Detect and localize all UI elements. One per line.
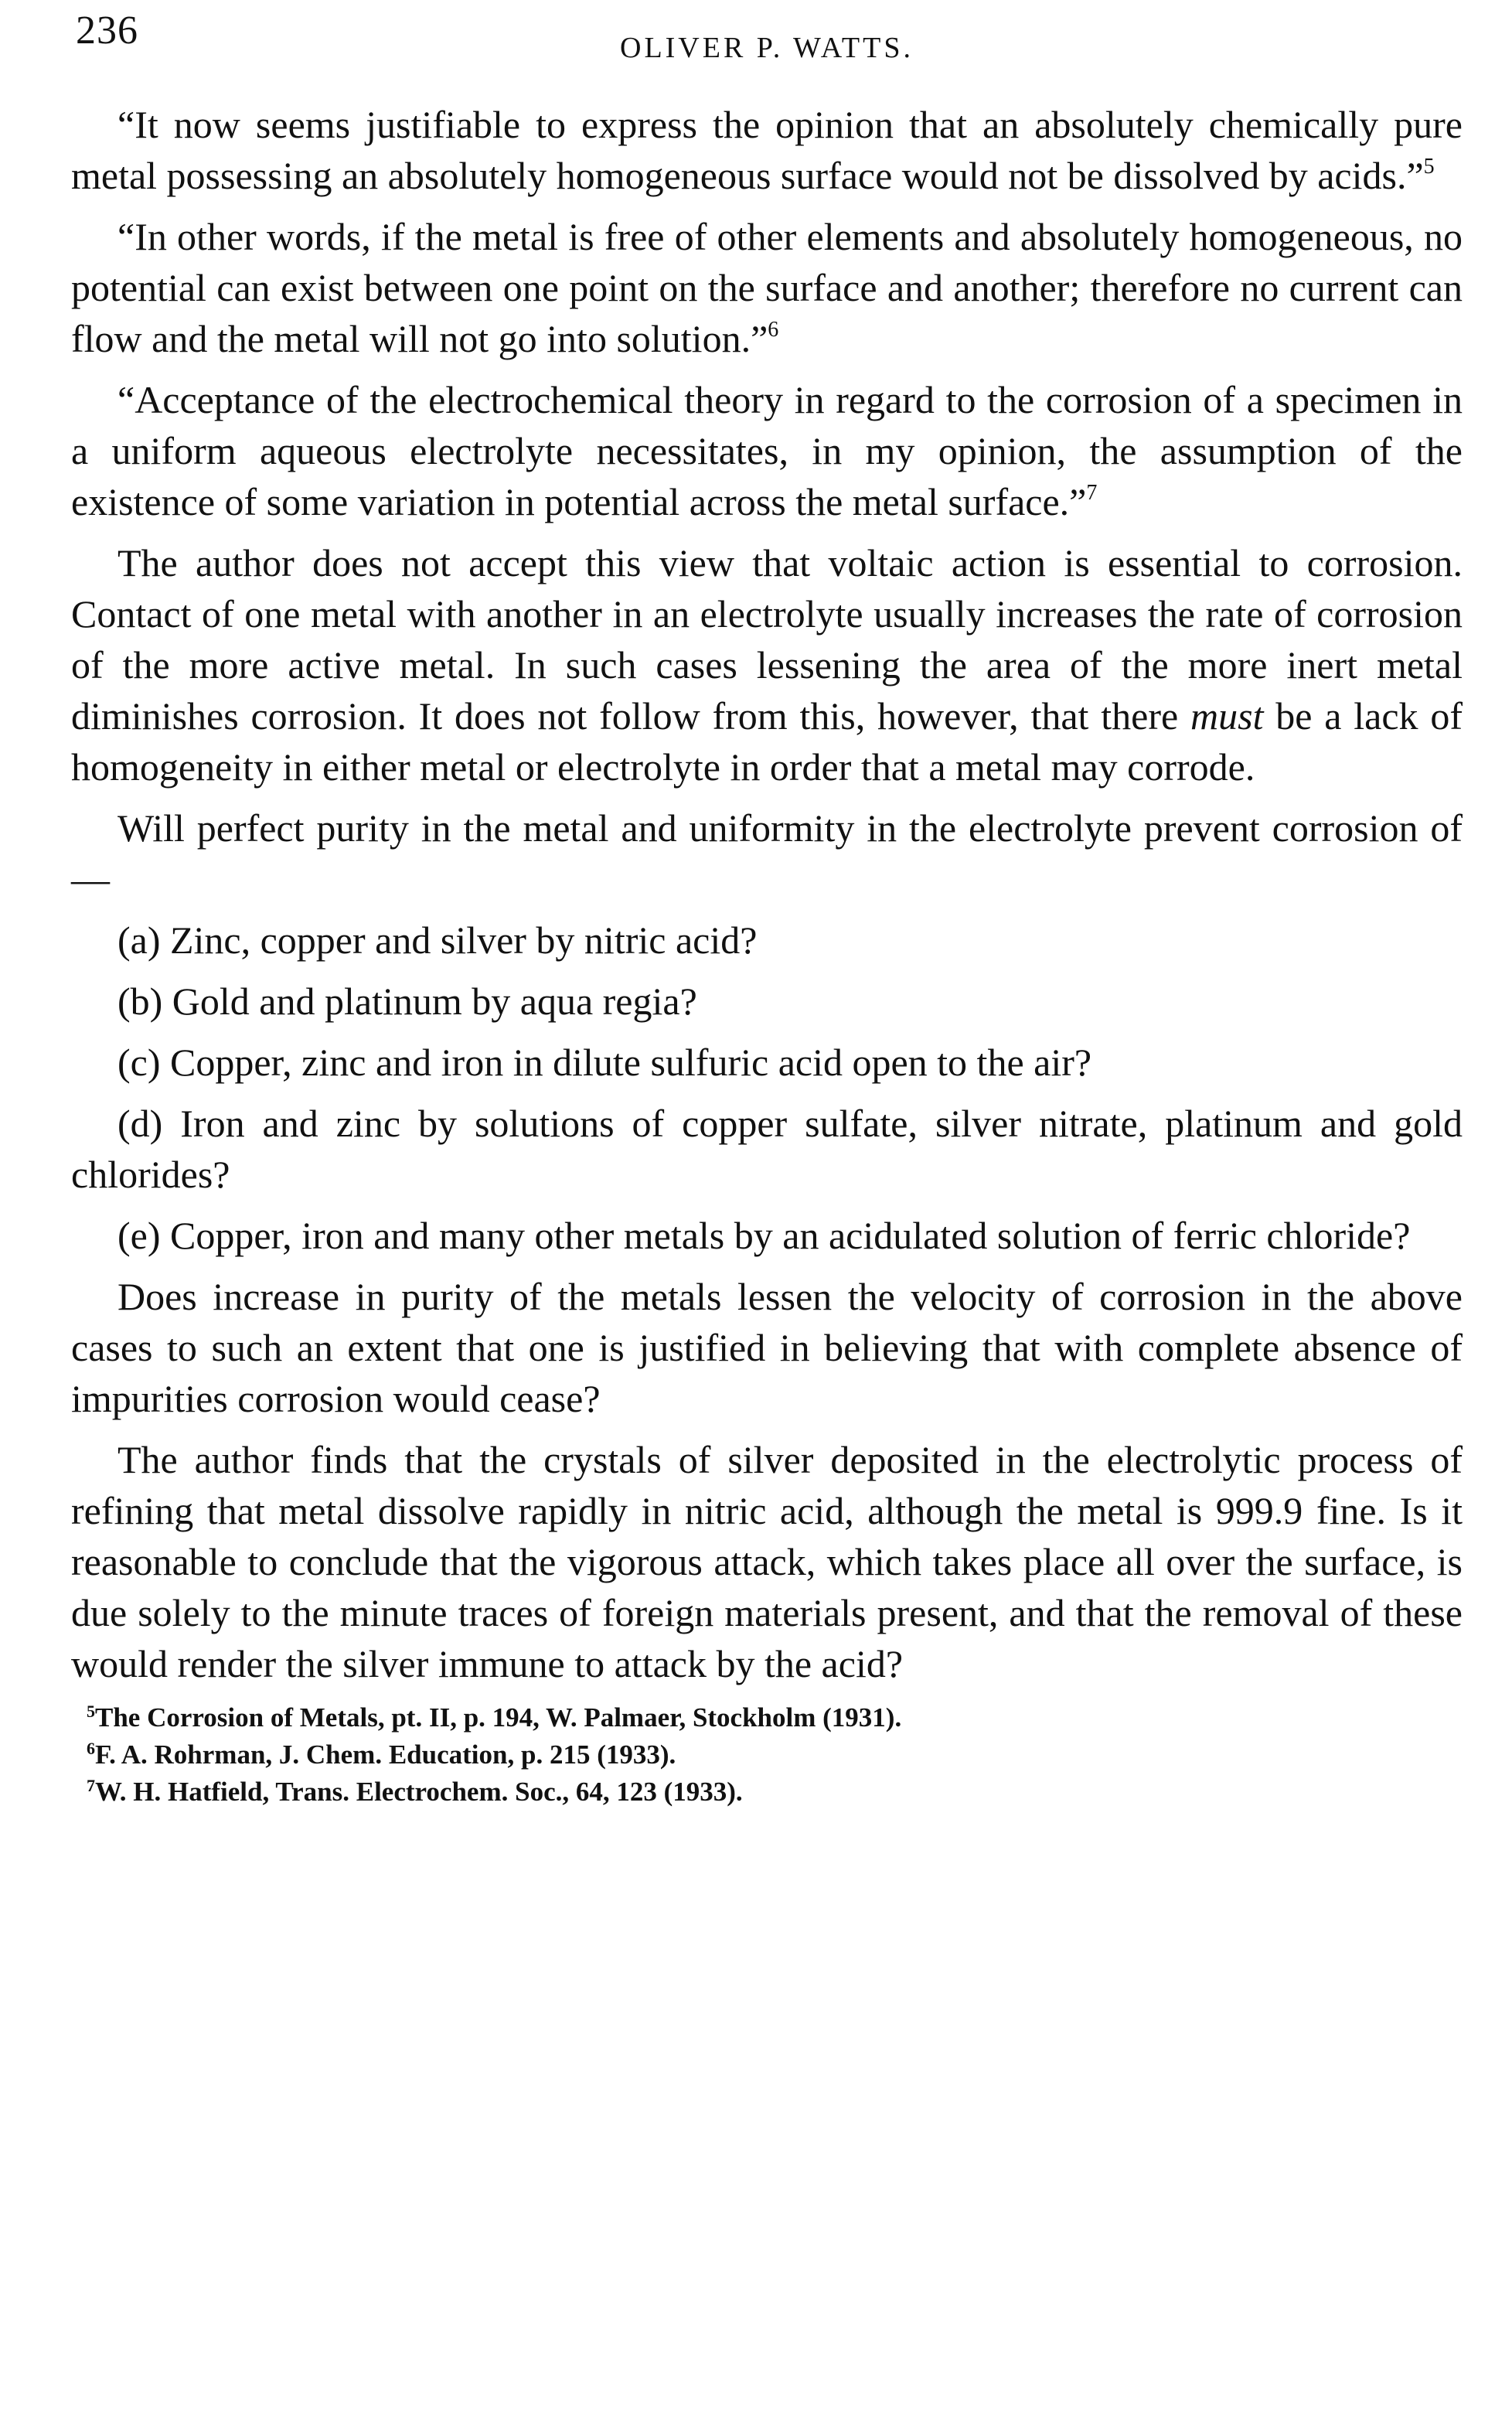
- question-intro-paragraph: Will perfect purity in the metal and uniformity in the electrolyte prevent corrosion of—: [71, 806, 1463, 901]
- author-view-paragraph: [71, 537, 1463, 792]
- footnote-text: F. A. Rohrman, J. Chem. Education, p. 215 (1933).: [95, 1739, 676, 1770]
- silver-crystals-paragraph: The author finds that the crystals of silver deposited in the electrolytic process of refining that metal dissolve rapidly in nitric acid, although the metal is 999.9 fine. Is it reasonable to conclude that the vigorous attack, which takes place all over the surface, is due solely to the minute traces of foreign materials present, and that the removal of these would render the silver immune to attack by the acid?: [71, 1438, 1463, 1685]
- page-header: [71, 0, 1463, 93]
- quote-paragraph-2: [71, 211, 1463, 364]
- emphasis-word: must: [1190, 694, 1264, 738]
- quote-text: “Acceptance of the electrochemical theory in regard to the corrosion of a specimen in a uniform aqueous electrolyte necessitates, in my opinion, the assumption of the existence of some variation in potential across the metal surface.”: [71, 378, 1463, 523]
- question-b: (b) Gold and platinum by aqua regia?: [117, 980, 697, 1023]
- footnotes: [71, 1699, 1463, 1811]
- quote-text: “In other words, if the metal is free of other elements and absolutely homogeneous, no potential can exist between one point on the surface and another; therefore no current can flow and the metal will not go into solution.”: [71, 215, 1463, 360]
- body-text: [71, 99, 1463, 1811]
- footnote-ref: 5: [1423, 155, 1435, 179]
- footnote-mark: 7: [87, 1776, 95, 1795]
- footnote-ref: 6: [768, 318, 779, 342]
- footnote-ref: 7: [1086, 481, 1098, 505]
- purity-question-paragraph: Does increase in purity of the metals lessen the velocity of corrosion in the above cases to such an extent that one is justified in believing that with complete absence of impurities corrosion would cease?: [71, 1275, 1463, 1420]
- footnote-mark: 6: [87, 1739, 95, 1758]
- question-a: (a) Zinc, copper and silver by nitric acid?: [117, 918, 758, 962]
- book-page: [71, 0, 1463, 2426]
- footnote-mark: 5: [87, 1702, 95, 1721]
- footnote-text: The Corrosion of Metals, pt. II, p. 194, W. Palmaer, Stockholm (1931).: [95, 1702, 902, 1733]
- footnote-7: [71, 1774, 1463, 1811]
- footnote-5: [71, 1699, 1463, 1736]
- question-d: (d) Iron and zinc by solutions of copper sulfate, silver nitrate, platinum and gold chlorides?: [71, 1102, 1463, 1196]
- paragraph-text: The author does not accept this view that voltaic action is essential to corrosion. Contact of one metal with another in an electrolyte usually increases the rate of corrosion of the more active metal. In such cases lessening the area of the more inert metal diminishes corrosion. It does not follow from this, however, that there: [71, 541, 1463, 738]
- question-e: (e) Copper, iron and many other metals by an acidulated solution of ferric chloride?: [117, 1214, 1411, 1257]
- footnote-6: [71, 1736, 1463, 1774]
- quote-text: “It now seems justifiable to express the opinion that an absolutely chemically pure metal possessing an absolutely homogeneous surface would not be dissolved by acids.”: [71, 103, 1463, 197]
- footnote-text: W. H. Hatfield, Trans. Electrochem. Soc., 64, 123 (1933).: [95, 1777, 743, 1807]
- quote-paragraph-1: [71, 99, 1463, 201]
- quote-paragraph-3: [71, 374, 1463, 527]
- running-head: OLIVER P. WATTS.: [620, 32, 914, 64]
- question-c: (c) Copper, zinc and iron in dilute sulfuric acid open to the air?: [117, 1041, 1092, 1084]
- paragraph-text: be a lack of homogeneity in either metal or electrolyte in order that a metal may corrode.: [71, 694, 1463, 789]
- page-number: 236: [76, 9, 138, 53]
